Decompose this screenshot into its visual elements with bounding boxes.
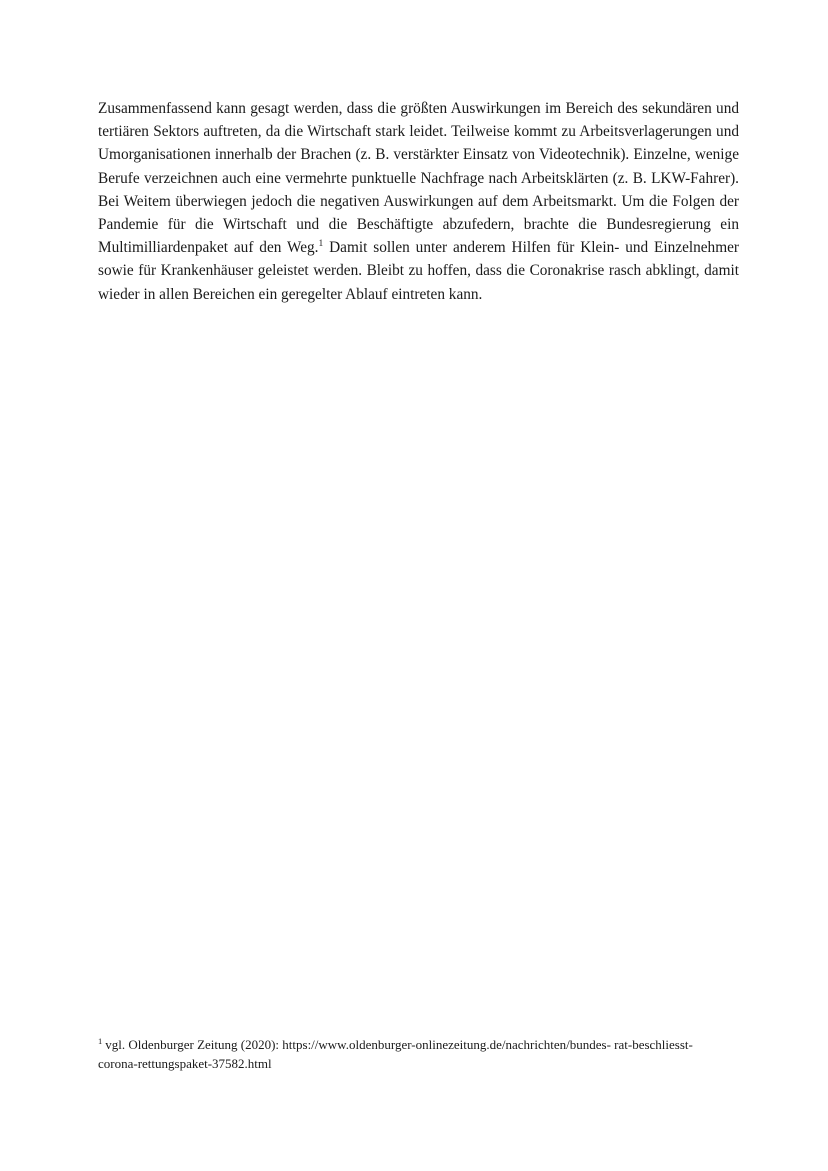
footnote-text-line1: vgl. Oldenburger Zeitung (2020): https://www.oldenburger-onlinezeitung.de/nachrichten/bundes- rat-beschliesst- — [105, 1037, 693, 1052]
paragraph-text-part2: Damit sollen unter anderem Hilfen für Klein- und Einzelnehmer sowie für Krankenhäuser geleistet werden. Bleibt zu hoffen, dass die Coronakrise rasch abklingt, damit wieder in allen Bereichen ein geregelter Ablauf eintreten kann. — [98, 239, 739, 303]
footnote — [98, 1036, 748, 1073]
paragraph-text-part1: Zusammenfassend kann gesagt werden, dass die größten Auswirkungen im Bereich des sekundären und tertiären Sektors auftreten, da die Wirtschaft stark leidet. Teilweise kommt zu Arbeitsverlagerungen und Umorganisationen innerhalb der Brachen (z. B. verstärkter Einsatz von Videotechnik). Einzelne, wenige Berufe verzeichnen auch eine vermehrte punktuelle Nachfrage nach Arbeitsklärten (z. B. LKW-Fahrer). Bei Weitem überwiegen jedoch die negativen Auswirkungen auf dem Arbeitsmarkt. Um die Folgen der Pandemie für die Wirtschaft und die Beschäftigte abzufedern, brachte die Bundesregierung ein Multimilliardenpaket auf den Weg. — [98, 100, 739, 257]
body-paragraph — [98, 97, 739, 306]
footnote-reference[interactable]: 1 — [318, 239, 324, 250]
footnote-number: 1 — [98, 1036, 103, 1046]
footnote-text-line2: corona-rettungspaket-37582.html — [98, 1055, 272, 1071]
